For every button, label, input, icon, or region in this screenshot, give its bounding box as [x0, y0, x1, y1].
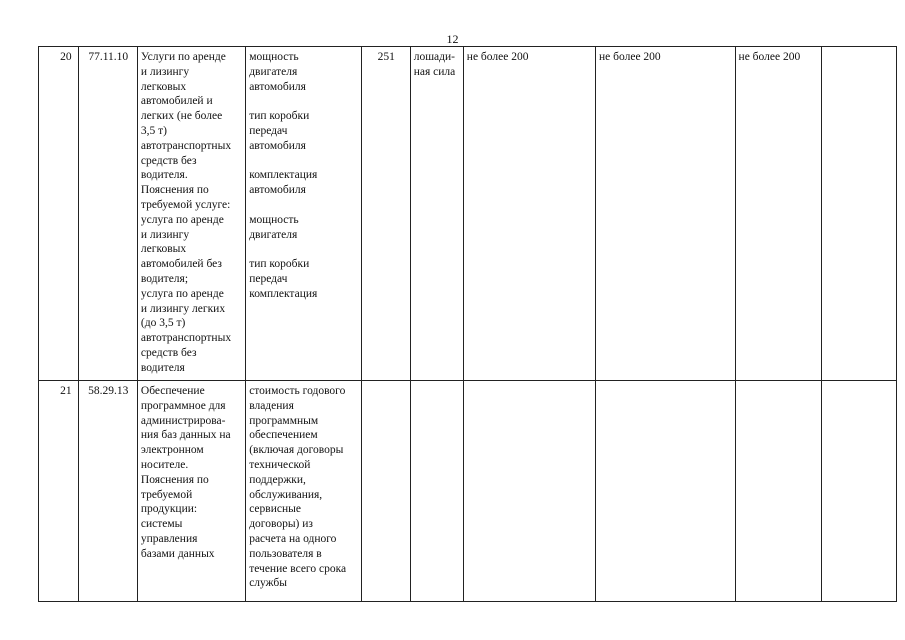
table-row	[39, 381, 897, 602]
unit-name	[410, 381, 463, 602]
value-cell	[596, 381, 736, 602]
characteristics: мощность двигателя автомобиля тип коробки передач автомобиля комплектация автомобиля мощность двигателя тип коробки передач комплектация	[246, 47, 362, 381]
service-name: Услуги по аренде и лизингу легковых автомобилей и легких (не более 3,5 т) автотранспортных средств без водителя. Пояснения по требуемой услуге: услуга по аренде и лизингу легковых автомобилей без водителя; услуга по аренде и лизингу легких (до 3,5 т) автотранспортных средств без водителя	[137, 47, 245, 381]
okpd2-code: 58.29.13	[78, 381, 137, 602]
value-cell	[735, 381, 821, 602]
okei-code	[361, 381, 410, 602]
extra-cell	[821, 47, 896, 381]
value-cell: не более 200	[463, 47, 595, 381]
value-cell: не более 200	[735, 47, 821, 381]
value-cell	[463, 381, 595, 602]
service-name: Обеспечение программное для администрирова- ния баз данных на электронном носителе. Пояснения по требуемой продукции: системы управления базами данных	[137, 381, 245, 602]
table-row	[39, 47, 897, 381]
characteristics: стоимость годового владения программным обеспечением (включая договоры технической поддержки, обслуживания, сервисные договоры) из расчета на одного пользователя в течение всего срока службы	[246, 381, 362, 602]
unit-name: лошади- ная сила	[410, 47, 463, 381]
okpd2-code: 77.11.10	[78, 47, 137, 381]
row-number: 20	[39, 47, 79, 381]
extra-cell	[821, 381, 896, 602]
okei-code: 251	[361, 47, 410, 381]
page-number: 12	[446, 32, 459, 46]
requirements-table	[38, 46, 897, 602]
value-cell: не более 200	[596, 47, 736, 381]
row-number: 21	[39, 381, 79, 602]
